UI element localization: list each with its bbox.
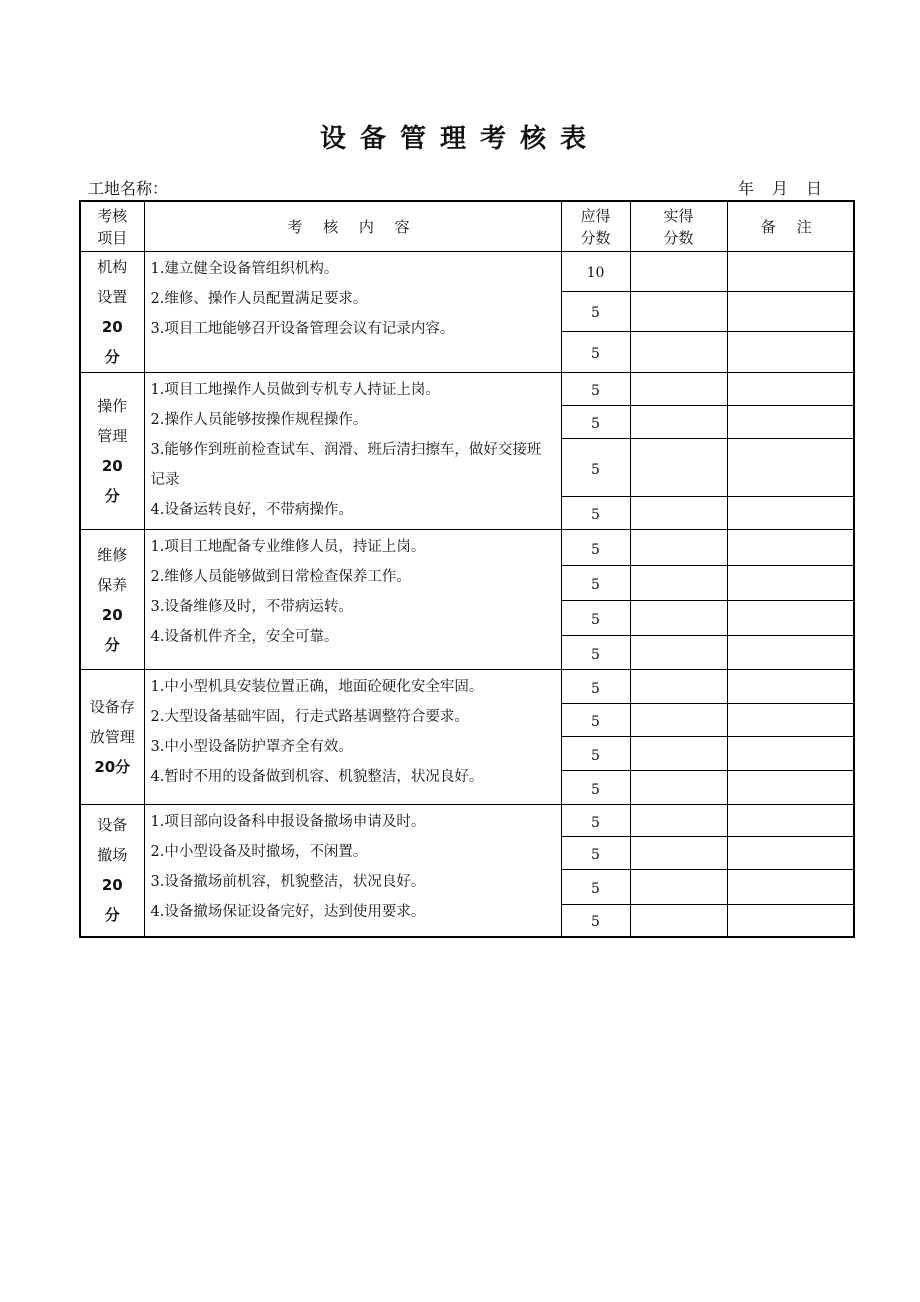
remarks-cell[interactable]	[727, 332, 854, 373]
section-label	[80, 373, 144, 530]
remarks-cell[interactable]	[727, 771, 854, 805]
year-label: 年	[737, 179, 754, 198]
remarks-cell[interactable]	[727, 805, 854, 837]
expected-score: 5	[561, 497, 630, 530]
expected-score: 5	[561, 530, 630, 566]
actual-score-cell[interactable]	[630, 870, 727, 905]
expected-score: 5	[561, 837, 630, 870]
actual-score-cell[interactable]	[630, 636, 727, 670]
expected-score: 5	[561, 439, 630, 497]
expected-score: 5	[561, 870, 630, 905]
actual-score-cell[interactable]	[630, 252, 727, 292]
section-content	[144, 805, 561, 937]
actual-score-cell[interactable]	[630, 704, 727, 737]
section-label	[80, 805, 144, 937]
remarks-cell[interactable]	[727, 373, 854, 406]
criterion: 2.维修、操作人员配置满足要求。	[150, 291, 368, 307]
header-expected: 应得分数	[561, 201, 630, 252]
remarks-cell[interactable]	[727, 837, 854, 870]
header-content: 考 核 内 容	[144, 201, 561, 252]
section-name: 机构设置	[97, 258, 128, 306]
criterion: 3.项目工地能够召开设备管理会议有记录内容。	[150, 321, 455, 337]
remarks-cell[interactable]	[727, 252, 854, 292]
remarks-cell[interactable]	[727, 530, 854, 566]
expected-score: 5	[561, 737, 630, 771]
remarks-cell[interactable]	[727, 291, 854, 332]
expected-score: 5	[561, 291, 630, 332]
section-content	[144, 670, 561, 805]
expected-score: 10	[561, 252, 630, 292]
actual-score-cell[interactable]	[630, 373, 727, 406]
assessment-table	[79, 200, 855, 938]
expected-score: 5	[561, 670, 630, 704]
actual-score-cell[interactable]	[630, 497, 727, 530]
actual-score-cell[interactable]	[630, 771, 727, 805]
section-name: 设备撤场	[97, 816, 128, 865]
actual-score-cell[interactable]	[630, 332, 727, 373]
expected-score: 5	[561, 373, 630, 406]
criterion: 1.建立健全设备管组织机构。	[150, 261, 339, 277]
remarks-cell[interactable]	[727, 566, 854, 601]
actual-score-cell[interactable]	[630, 670, 727, 704]
section-content	[144, 252, 561, 373]
criterion: 1.中小型机具安装位置正确，地面砼硬化安全牢固。	[150, 679, 484, 695]
expected-score: 5	[561, 566, 630, 601]
actual-score-cell[interactable]	[630, 530, 727, 566]
page-title: 设备管理考核表	[319, 124, 600, 154]
header-remarks: 备 注	[727, 201, 854, 252]
criterion: 2.大型设备基础牢固，行走式路基调整符合要求。	[150, 709, 469, 725]
expected-score: 5	[561, 332, 630, 373]
section-points: 20分	[94, 758, 131, 776]
remarks-cell[interactable]	[727, 439, 854, 497]
remarks-cell[interactable]	[727, 704, 854, 737]
expected-score: 5	[561, 636, 630, 670]
remarks-cell[interactable]	[727, 870, 854, 905]
actual-score-cell[interactable]	[630, 566, 727, 601]
day-label: 日	[805, 179, 822, 198]
remarks-cell[interactable]	[727, 737, 854, 771]
expected-score: 5	[561, 406, 630, 439]
header-item: 考核项目	[80, 201, 144, 252]
actual-score-cell[interactable]	[630, 406, 727, 439]
criterion: 3.设备维修及时，不带病运转。	[150, 599, 353, 615]
criterion: 4.暂时不用的设备做到机容、机貌整洁，状况良好。	[150, 769, 484, 785]
remarks-cell[interactable]	[727, 905, 854, 937]
section-name: 设备存放管理	[89, 698, 135, 746]
remarks-cell[interactable]	[727, 670, 854, 704]
criterion: 1.项目工地配备专业维修人员，持证上岗。	[150, 539, 426, 555]
section-name: 操作管理	[97, 397, 128, 445]
actual-score-cell[interactable]	[630, 837, 727, 870]
actual-score-cell[interactable]	[630, 601, 727, 636]
section-points: 20分	[101, 318, 123, 366]
month-label: 月	[771, 179, 788, 198]
remarks-cell[interactable]	[727, 601, 854, 636]
criterion: 4.设备撤场保证设备完好，达到使用要求。	[150, 904, 426, 920]
date-line	[720, 176, 822, 199]
section-points: 20分	[101, 457, 123, 505]
site-name-label: 工地名称：	[88, 179, 169, 198]
criterion: 1.项目部向设备科申报设备撤场申请及时。	[150, 814, 426, 830]
expected-score: 5	[561, 805, 630, 837]
header-row	[80, 201, 854, 252]
criterion: 3.设备撤场前机容，机貌整洁，状况良好。	[150, 874, 426, 890]
remarks-cell[interactable]	[727, 497, 854, 530]
actual-score-cell[interactable]	[630, 439, 727, 497]
actual-score-cell[interactable]	[630, 905, 727, 937]
section-label	[80, 252, 144, 373]
actual-score-cell[interactable]	[630, 291, 727, 332]
criterion: 1.项目工地操作人员做到专机专人持证上岗。	[150, 382, 440, 398]
criterion: 4.设备机件齐全，安全可靠。	[150, 629, 339, 645]
criterion: 2.维修人员能够做到日常检查保养工作。	[150, 569, 411, 585]
remarks-cell[interactable]	[727, 636, 854, 670]
section-points: 20分	[101, 876, 123, 925]
section-content	[144, 530, 561, 670]
header-actual: 实得分数	[630, 201, 727, 252]
actual-score-cell[interactable]	[630, 805, 727, 837]
actual-score-cell[interactable]	[630, 737, 727, 771]
section-label	[80, 670, 144, 805]
expected-score: 5	[561, 771, 630, 805]
criterion: 4.设备运转良好，不带病操作。	[150, 502, 353, 518]
criterion: 2.中小型设备及时撤场，不闲置。	[150, 844, 368, 860]
section-label	[80, 530, 144, 670]
expected-score: 5	[561, 601, 630, 636]
criterion: 2.操作人员能够按操作规程操作。	[150, 412, 368, 428]
section-points: 20分	[101, 605, 123, 654]
expected-score: 5	[561, 905, 630, 937]
criterion: 3.中小型设备防护罩齐全有效。	[150, 739, 353, 755]
expected-score: 5	[561, 704, 630, 737]
section-name: 维修保养	[97, 545, 128, 594]
criterion: 3.能够作到班前检查试车、润滑、班后清扫擦车，做好交接班记录	[150, 442, 542, 488]
section-content	[144, 373, 561, 530]
remarks-cell[interactable]	[727, 406, 854, 439]
